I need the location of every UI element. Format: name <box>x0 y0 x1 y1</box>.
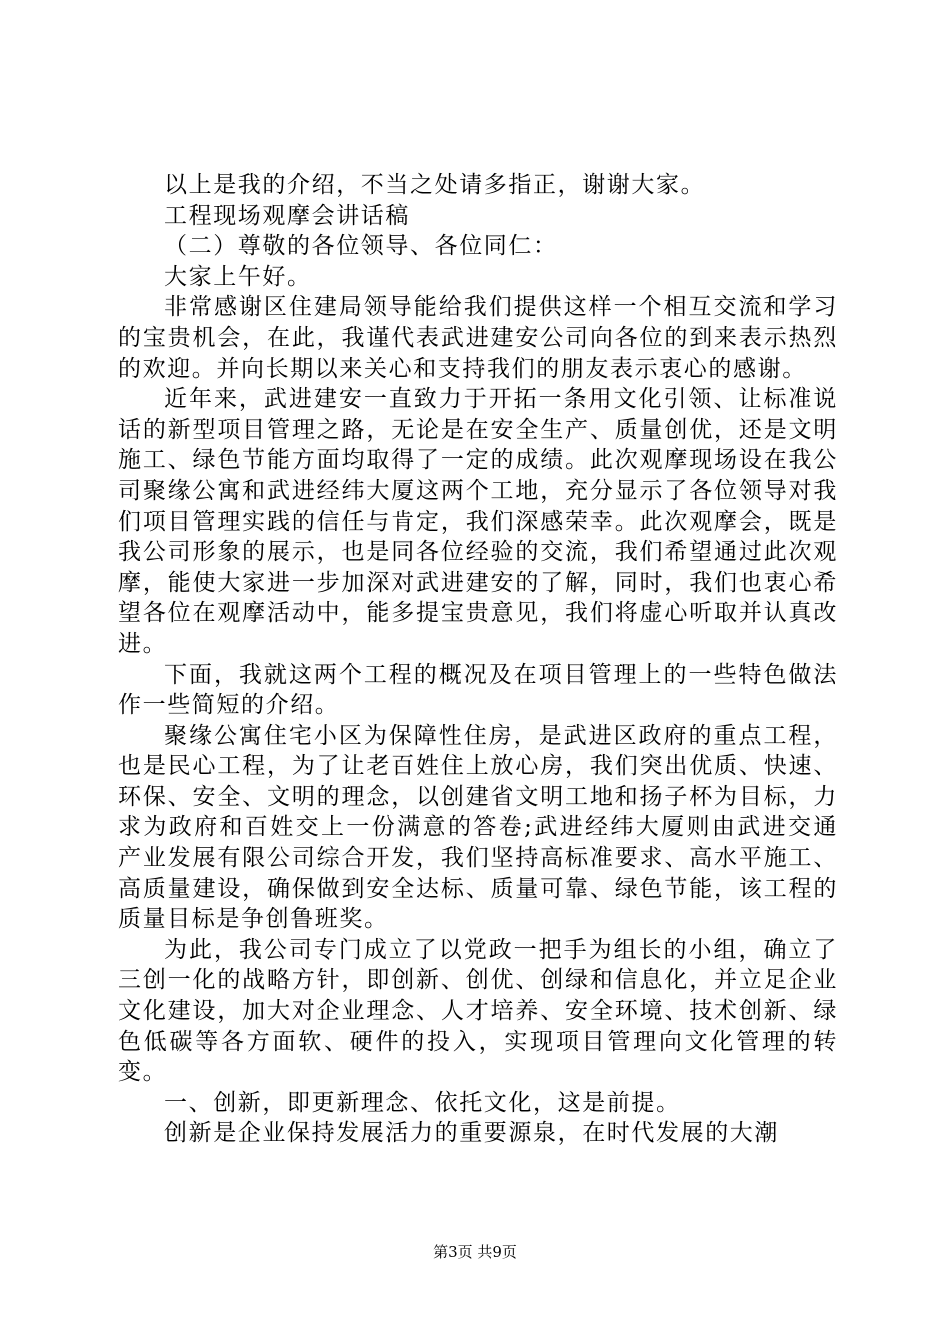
paragraph-introduction: 下面，我就这两个工程的概况及在项目管理上的一些特色做法作一些简短的介绍。 <box>118 661 838 719</box>
paragraph-project-overview: 聚缘公寓住宅小区为保障性住房，是武进区政府的重点工程，也是民心工程，为了让老百姓住上放心房，我们突出优质、快速、环保、安全、文明的理念，以创建省文明工地和扬子杯为目标，力求为政府和百姓交上一份满意的答卷;武进经纬大厦则由武进交通产业发展有限公司综合开发，我们坚持高标准要求、高水平施工、高质量建设，确保做到安全达标、质量可靠、绿色节能，该工程的质量目标是争创鲁班奖。 <box>118 722 838 933</box>
speech-title: 工程现场观摩会讲话稿 <box>164 202 410 229</box>
paragraph-recent-years: 近年来，武进建安一直致力于开拓一条用文化引领、让标准说话的新型项目管理之路，无论是在安全生产、质量创优，还是文明施工、绿色节能方面均取得了一定的成绩。此次观摩现场设在我公司聚缘公寓和武进经纬大厦这两个工地，充分显示了各位领导对我们项目管理实践的信任与肯定，我们深感荣幸。此次观摩会，既是我公司形象的展示，也是同各位经验的交流，我们希望通过此次观摩，能使大家进一步加深对武进建安的了解，同时，我们也衷心希望各位在观摩活动中，能多提宝贵意见，我们将虚心听取并认真改进。 <box>118 386 838 657</box>
section-heading-innovation: 一、创新，即更新理念、依托文化，这是前提。 <box>164 1089 681 1116</box>
paragraph-strategy: 为此，我公司专门成立了以党政一把手为组长的小组，确立了三创一化的战略方针，即创新、创优、创绿和信息化，并立足企业文化建设，加大对企业理念、人才培养、安全环境、技术创新、绿色低碳等各方面软、硬件的投入，实现项目管理向文化管理的转变。 <box>118 936 838 1086</box>
paragraph-closing-remark: 以上是我的介绍，不当之处请多指正，谢谢大家。 <box>164 172 706 198</box>
page-number-footer: 第3页 共9页 <box>433 1243 517 1261</box>
paragraph-thanks: 非常感谢区住建局领导能给我们提供这样一个相互交流和学习的宝贵机会，在此，我谨代表武进建安公司向各位的到来表示热烈的欢迎。并向长期以来关心和支持我们的朋友表示衷心的感谢。 <box>118 294 838 382</box>
document-body <box>118 170 838 1149</box>
salutation: （二）尊敬的各位领导、各位同仁： <box>164 233 558 260</box>
paragraph-innovation: 创新是企业保持发展活力的重要源泉，在时代发展的大潮 <box>164 1120 779 1147</box>
greeting: 大家上午好。 <box>164 263 312 290</box>
